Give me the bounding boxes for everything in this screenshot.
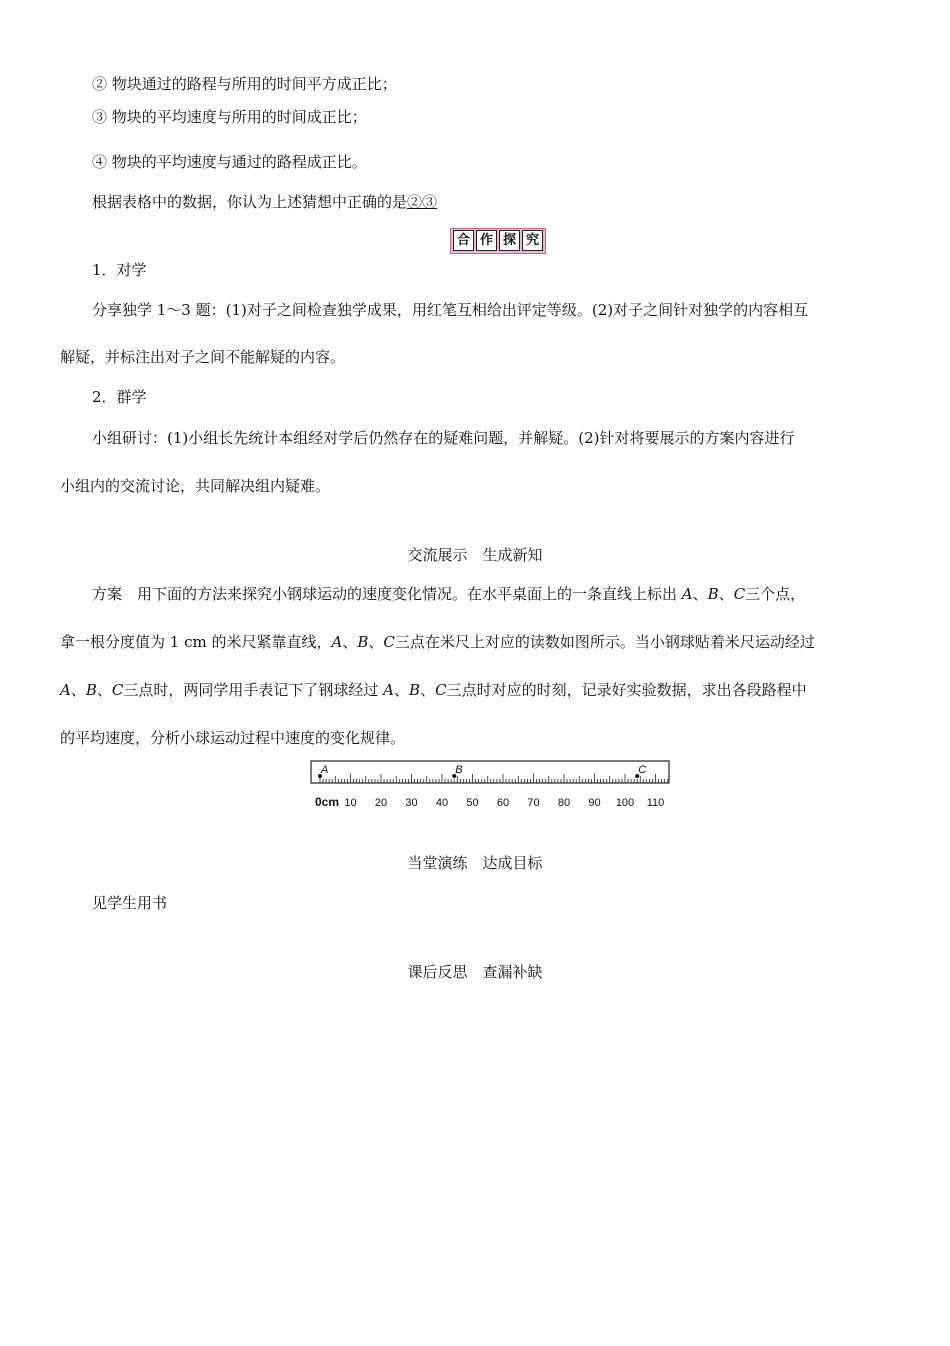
point-c-ref: C (111, 681, 124, 699)
answer-value: ②③ (407, 193, 438, 211)
plan-text: 三个点， (745, 585, 806, 603)
ruler-tick-label: 90 (588, 797, 601, 809)
cooperation-banner (450, 228, 546, 254)
sep: 、 (718, 585, 734, 603)
ruler-point-label-b: B (455, 764, 463, 776)
sep: 、 (70, 681, 86, 699)
plan-text: 三点在米尺上对应的读数如图所示。当小钢球贴着米尺运动经过 (394, 633, 815, 651)
point-b-ref: B (85, 681, 97, 699)
answer-question: 根据表格中的数据，你认为上述猜想中正确的是 (92, 193, 408, 211)
point-a-ref: A (60, 681, 71, 699)
plan-line-3 (60, 680, 807, 700)
sep: 、 (368, 633, 384, 651)
sep: 、 (342, 633, 358, 651)
ruler-tick-label: 110 (646, 797, 665, 809)
point-c-ref: C (733, 585, 746, 603)
point-b-ref: B (409, 681, 421, 699)
point-b-ref: B (707, 585, 719, 603)
guess-4: ④ 物块的平均速度与通过的路程成正比。 (92, 153, 367, 171)
ruler-point-label-c: C (638, 764, 647, 776)
pair-study-heading: 1．对学 (92, 261, 147, 279)
group-study-heading: 2．群学 (92, 388, 147, 406)
ruler-tick-label: 70 (527, 797, 540, 809)
sep: 、 (692, 585, 708, 603)
point-a-ref: A (331, 633, 343, 651)
pair-study-text-2: 解疑，并标注出对子之间不能解疑的内容。 (60, 348, 346, 366)
guess-3: ③ 物块的平均速度与所用的时间成正比； (92, 108, 367, 126)
sep: 、 (96, 681, 112, 699)
section-exchange-title: 交流展示 生成新知 (407, 546, 543, 564)
banner-char: 探 (499, 230, 520, 251)
section-reflect-title: 课后反思 查漏补缺 (407, 963, 543, 981)
plan-line-1 (92, 584, 805, 604)
ruler-body (311, 761, 669, 783)
ruler-tick-label: 100 (615, 797, 635, 809)
ruler-labels (315, 795, 664, 809)
sep: 、 (394, 681, 410, 699)
plan-text: 方案 用下面的方法来探究小钢球运动的速度变化情况。在水平桌面上的一条直线上标出 (92, 585, 682, 603)
ruler-point-label-a: A (321, 764, 329, 776)
pair-study-text-1: 分享独学 1～3 题：(1)对子之间检查独学成果，用红笔互相给出评定等级。(2)对子之间针对独学的内容相互 (92, 301, 809, 319)
ruler-tick-label: 30 (405, 797, 418, 809)
banner-char: 究 (522, 230, 543, 251)
group-study-text-1: 小组研讨：(1)小组长先统计本组经对学后仍然存在的疑难问题，并解疑。(2)针对将要展示的方案内容进行 (92, 429, 795, 447)
plan-text: 三点时对应的时刻，记录好实验数据，求出各段路程中 (446, 681, 807, 699)
ruler-tick-label: 80 (557, 797, 571, 809)
sep: 、 (420, 681, 436, 699)
group-study-text-2: 小组内的交流讨论，共同解决组内疑难。 (60, 477, 331, 495)
plan-text: 拿一根分度值为 1 cm 的米尺紧靠直线， (60, 633, 332, 651)
plan-text: 三点时，两同学用手表记下了钢球经过 (123, 681, 384, 699)
point-c-ref: C (383, 633, 395, 651)
plan-line-4: 的平均速度，分析小球运动过程中速度的变化规律。 (60, 729, 406, 747)
point-c-ref: C (435, 681, 447, 699)
ruler-tick-label: 40 (435, 797, 449, 809)
plan-line-2 (60, 632, 815, 652)
ruler-tick-label: 10 (344, 797, 357, 809)
guess-2: ② 物块通过的路程与所用的时间平方成正比； (92, 75, 397, 93)
practice-text: 见学生用书 (92, 894, 168, 912)
ruler-tick-label: 20 (374, 797, 388, 809)
meter-ruler-figure (310, 760, 680, 816)
banner-char: 合 (453, 230, 474, 251)
banner-char: 作 (476, 230, 497, 251)
ruler-tick-label: 50 (466, 797, 479, 809)
ruler-tick-label: 60 (496, 797, 510, 809)
point-a-ref: A (383, 681, 395, 699)
point-a-ref: A (681, 585, 693, 603)
point-b-ref: B (357, 633, 369, 651)
answer-line (92, 192, 437, 212)
ruler-unit-label: 0cm (315, 795, 340, 809)
section-practice-title: 当堂演练 达成目标 (407, 854, 543, 872)
